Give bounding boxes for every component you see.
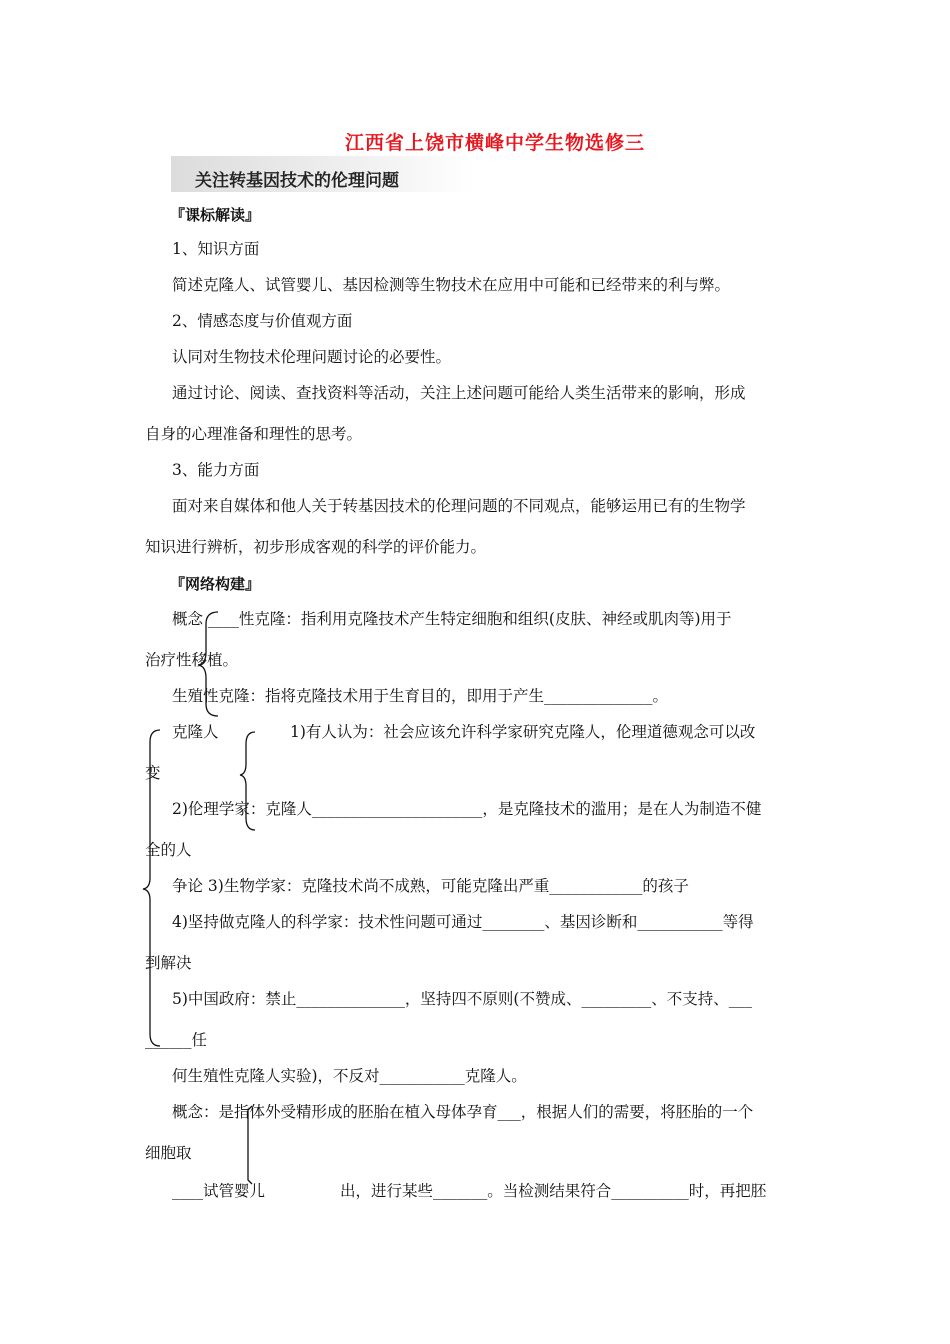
brace-cloning-concept	[198, 612, 218, 716]
paragraph-line: 自身的心理准备和理性的思考。	[145, 425, 363, 443]
paragraph-line: 到解决	[145, 954, 192, 972]
paragraph-line: 1)有人认为：社会应该允许科学家研究克隆人，伦理道德观念可以改	[290, 723, 756, 741]
paragraph-line: 知识进行辨析，初步形成客观的科学的评价能力。	[145, 538, 487, 556]
paragraph-line: 认同对生物技术伦理问题讨论的必要性。	[172, 348, 452, 366]
paragraph-line: 面对来自媒体和他人关于转基因技术的伦理问题的不同观点，能够运用已有的生物学	[172, 497, 746, 515]
paragraph-line: 5)中国政府：禁止______________，坚持四不原则(不赞成、_________、不支持、___	[172, 990, 752, 1008]
paragraph-line: 何生殖性克隆人实验)，不反对___________克隆人。	[172, 1067, 527, 1085]
heading-kebiao: 『课标解读』	[170, 206, 261, 224]
paragraph-line: 概念：是指体外受精形成的胚胎在植入母体孕育___，根据人们的需要，将胚胎的一个	[172, 1103, 754, 1121]
paragraph-line: 简述克隆人、试管婴儿、基因检测等生物技术在应用中可能和已经带来的利与弊。	[172, 276, 731, 294]
paragraph-line: 概念 ____性克隆：指利用克隆技术产生特定细胞和组织(皮肤、神经或肌肉等)用于	[172, 610, 732, 628]
paragraph-line: ____试管婴儿	[172, 1182, 266, 1200]
paragraph-line: 克隆人	[172, 723, 219, 741]
paragraph-line: 1、知识方面	[172, 240, 260, 258]
paragraph-line: 2、情感态度与价值观方面	[172, 312, 353, 330]
heading-wangluo: 『网络构建』	[170, 575, 261, 593]
paragraph-line: 细胞取	[145, 1144, 192, 1162]
document-title: 江西省上饶市横峰中学生物选修三	[344, 132, 645, 154]
paragraph-line: 2)伦理学家：克隆人______________________，是克隆技术的滥用；是在人为制造不健	[172, 800, 762, 818]
brace-cloning-human	[143, 730, 160, 1046]
paragraph-line: 3、能力方面	[172, 461, 260, 479]
paragraph-line: 出，进行某些_______。当检测结果符合__________时，再把胚	[340, 1182, 767, 1200]
brace-controversy	[240, 732, 255, 830]
paragraph-line: 通过讨论、阅读、查找资料等活动，关注上述问题可能给人类生活带来的影响，形成	[172, 384, 746, 402]
paragraph-line: 生殖性克隆：指将克隆技术用于生育目的，即用于产生______________。	[172, 687, 669, 705]
brace-ivf	[248, 1106, 252, 1184]
section-subtitle: 关注转基因技术的伦理问题	[195, 171, 399, 191]
paragraph-line: 全的人	[145, 841, 192, 859]
paragraph-line: 争论 3)生物学家：克隆技术尚不成熟，可能克隆出严重____________的孩子	[172, 877, 689, 895]
paragraph-line: 变	[145, 764, 161, 782]
paragraph-line: 治疗性移植。	[145, 651, 239, 669]
paragraph-line: 4)坚持做克隆人的科学家：技术性问题可通过________、基因诊断和___________等得	[172, 913, 754, 931]
paragraph-line: ______任	[145, 1031, 208, 1049]
